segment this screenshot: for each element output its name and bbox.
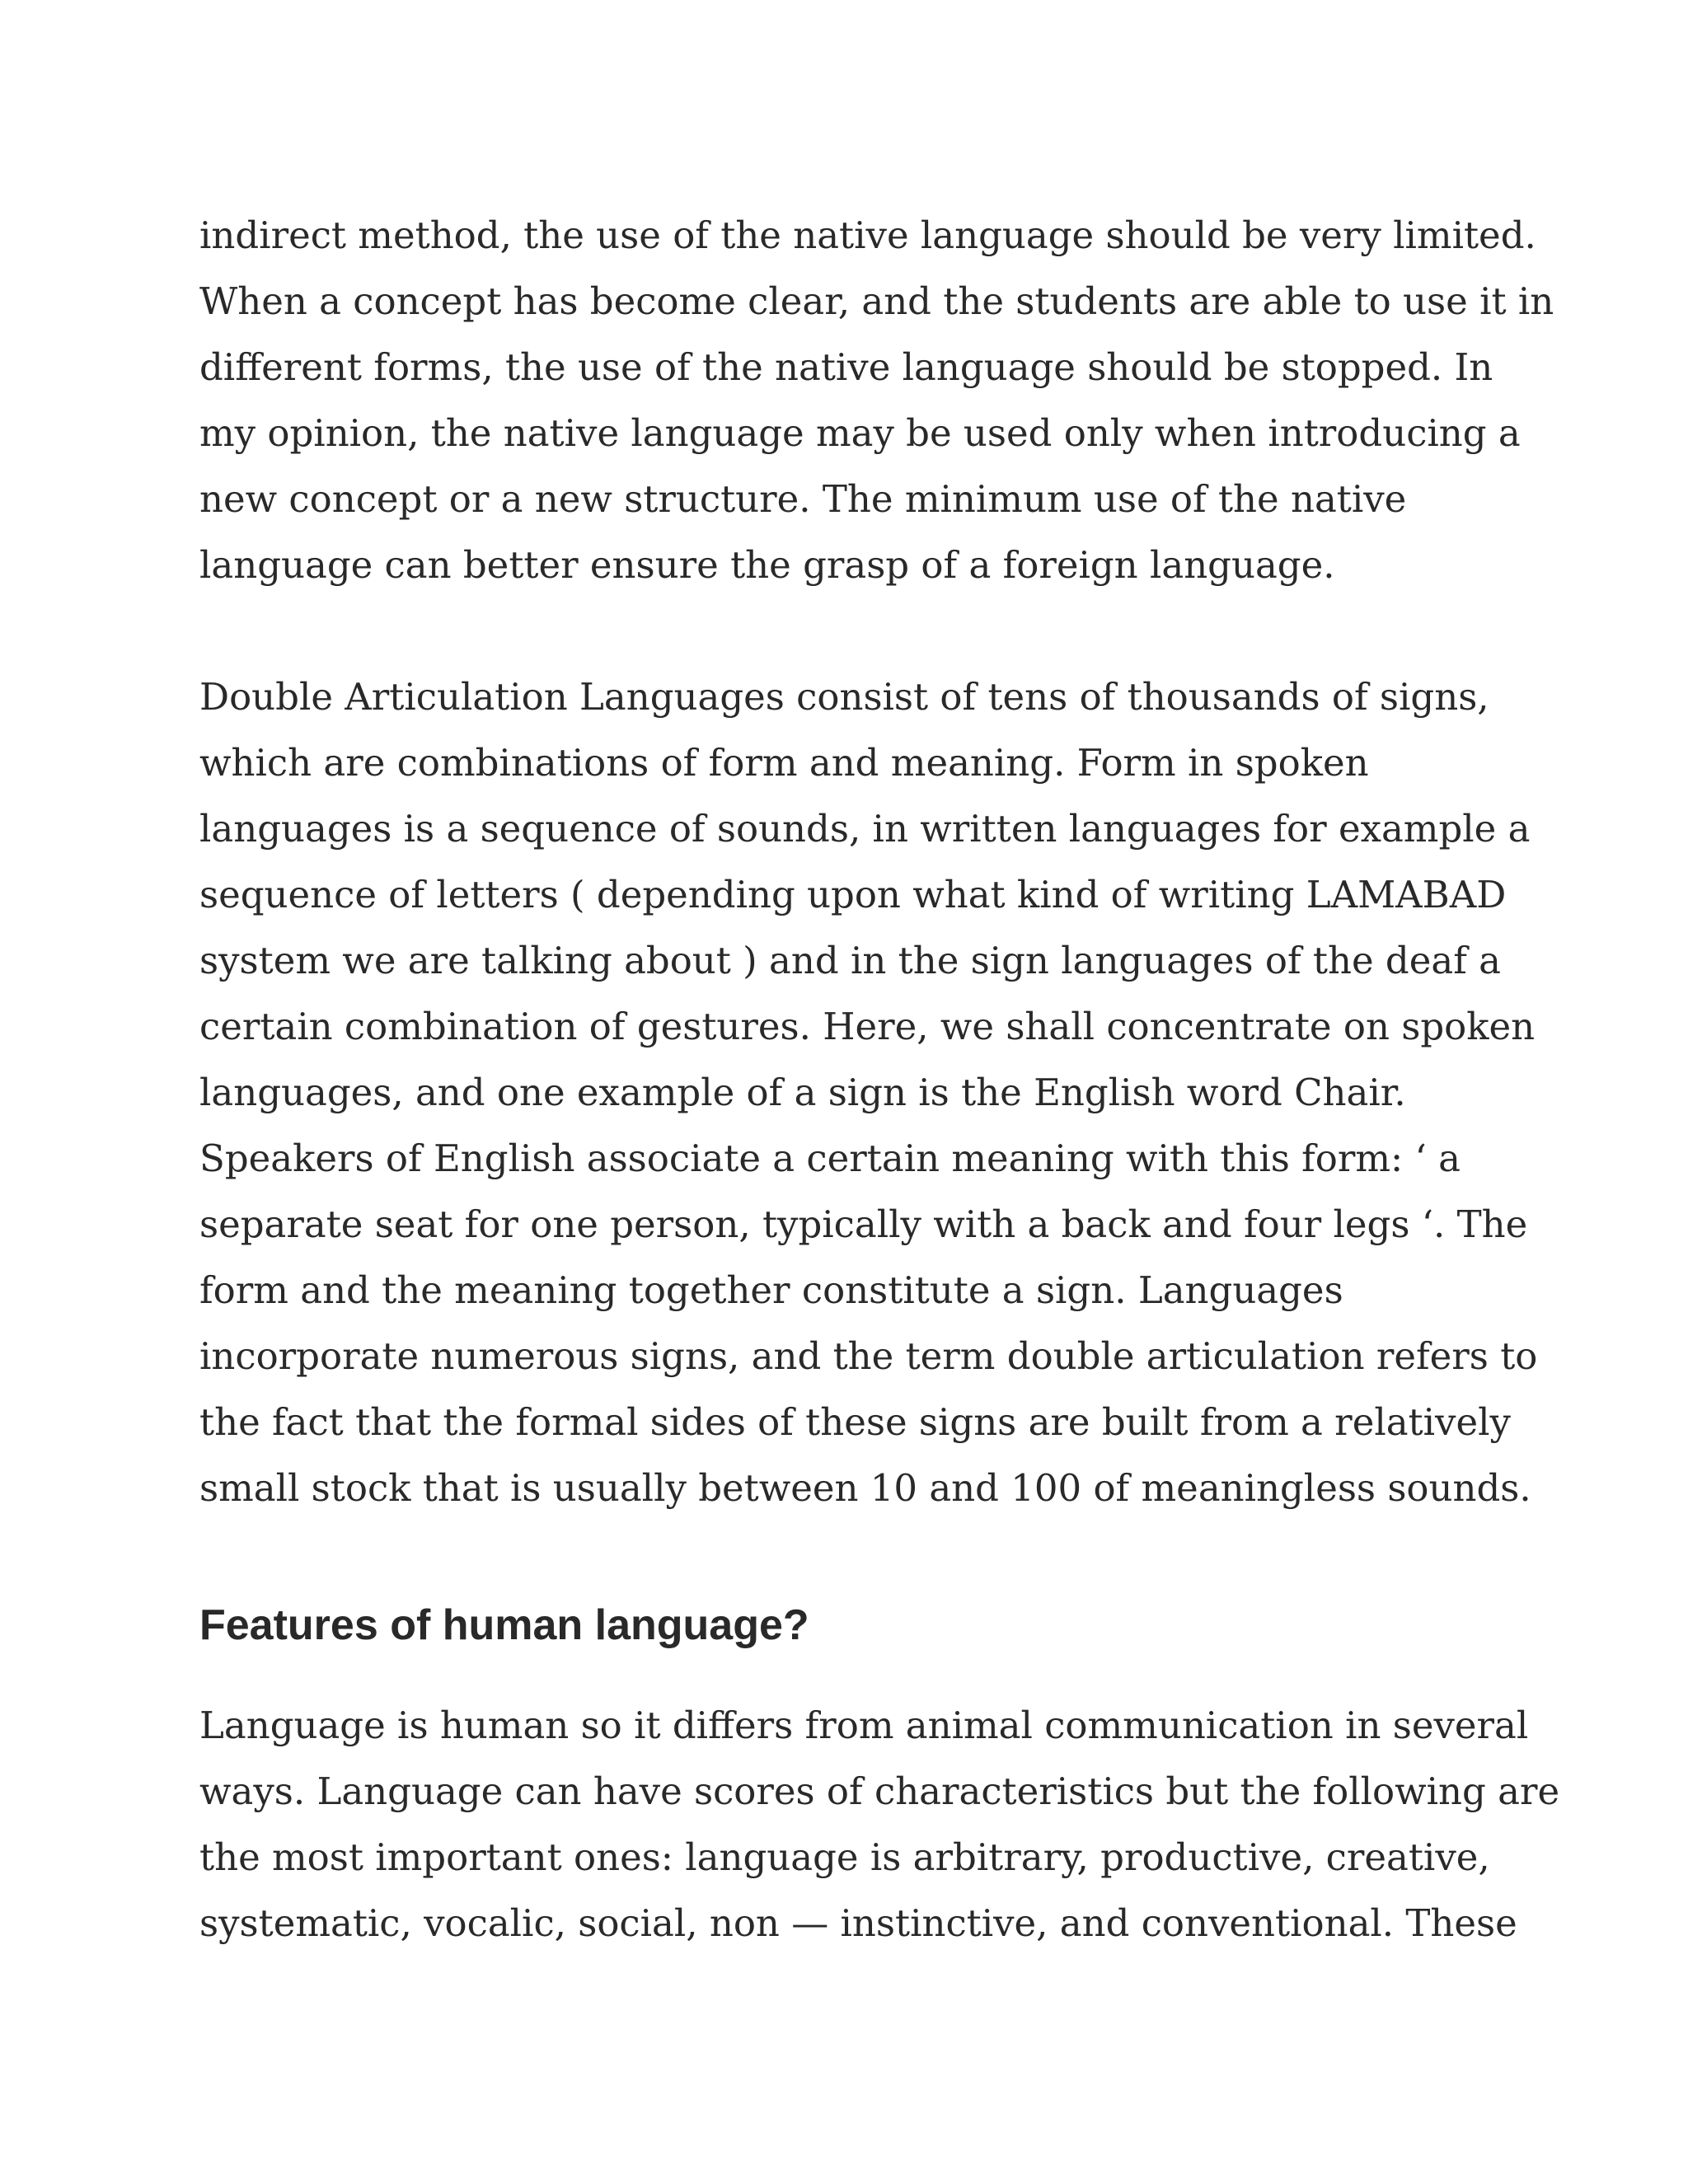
text-line: Double Articulation Languages consist of tens of thousands of signs,: [199, 675, 1489, 719]
text-line: languages is a sequence of sounds, in written languages for example a: [199, 807, 1531, 851]
paragraph-native-language: [199, 203, 1554, 598]
text-line: separate seat for one person, typically with a back and four legs ‘. The: [199, 1202, 1528, 1246]
text-line: the most important ones: language is arbitrary, productive, creative,: [199, 1835, 1490, 1879]
text-line: incorporate numerous signs, and the term double articulation refers to: [199, 1334, 1538, 1378]
paragraph-double-articulation: [199, 664, 1538, 1521]
text-line: different forms, the use of the native language should be stopped. In: [199, 345, 1493, 389]
text-line: ways. Language can have scores of characteristics but the following are: [199, 1769, 1560, 1813]
text-line: certain combination of gestures. Here, we shall concentrate on spoken: [199, 1005, 1536, 1048]
text-line: Language is human so it differs from animal communication in several: [199, 1704, 1529, 1747]
text-line: small stock that is usually between 10 and 100 of meaningless sounds.: [199, 1466, 1531, 1510]
article-body: [199, 203, 1560, 1957]
text-line: sequence of letters ( depending upon what kind of writing LAMABAD: [199, 873, 1507, 916]
section-heading: Features of human language?: [199, 1601, 809, 1649]
text-line: system we are talking about ) and in the sign languages of the deaf a: [199, 939, 1501, 982]
text-line: my opinion, the native language may be used only when introducing a: [199, 411, 1521, 455]
text-line: the fact that the formal sides of these signs are built from a relatively: [199, 1400, 1511, 1444]
text-line: Speakers of English associate a certain meaning with this form: ‘ a: [199, 1137, 1461, 1180]
text-line: which are combinations of form and meaning. Form in spoken: [199, 741, 1369, 785]
text-line: languages, and one example of a sign is the English word Chair.: [199, 1071, 1406, 1114]
text-line: When a concept has become clear, and the students are able to use it in: [199, 279, 1554, 323]
text-line: form and the meaning together constitute a sign. Languages: [199, 1268, 1343, 1312]
text-line: indirect method, the use of the native language should be very limited.: [199, 213, 1536, 257]
paragraph-features: [199, 1693, 1560, 1957]
text-line: new concept or a new structure. The minimum use of the native: [199, 477, 1407, 521]
text-line: language can better ensure the grasp of a foreign language.: [199, 543, 1335, 587]
text-line: systematic, vocalic, social, non — instinctive, and conventional. These: [199, 1901, 1517, 1945]
